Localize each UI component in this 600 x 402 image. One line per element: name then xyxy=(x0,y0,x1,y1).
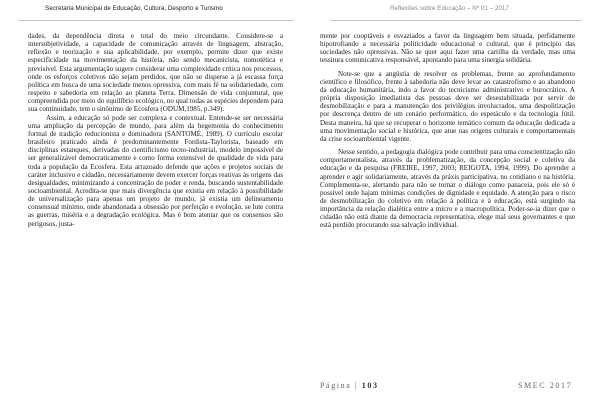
page-label: Página | xyxy=(320,381,359,390)
header-rule-right xyxy=(330,20,582,21)
paragraph: Nesse sentido, a pedagogia dialógica pode contribuir para uma conscientização não comportamentalista, através da problematização, da concepção social e coletiva da educação e da pesquisa (FREIRE, 1997, 2003; REIGOTA, 1994, 1999). Do aprender a aprender e agir solidariamente, através da práxis participativa, no cotidiano e na história. Complementa-se, alertando para não se tornar o diálogo como panaceia, pois ele só é possível onde hajam mínimas condições de dignidade e equidade. A atenção para o risco de desmobilização do coletivo em relação à política e à educação, está surgindo na importância da relação dialética entre a micro e a macropolítica. Poder-se-ia dizer que o cidadão não está diante da democracia representativa, elege mal seus governantes e que está perdido procurando sua salvação individual. xyxy=(320,148,575,230)
publisher-footer: SMEC 2017 xyxy=(518,381,573,390)
paragraph: dades, da dependência direta e total do meio circundante. Considere-se a intersubjetividade, a capacidade de comunicação através de linguagem, abstração, reflexão e teorização e sua aplicabilidade, por exemplo, permite dizer que existe especificidade na movimentação da história, não sendo mecanicista, nomotética e previsível. Esta argumentação sugere considerar uma complexidade crítica nos processos, onde os esforços coletivos não sejam perdidos, que não se disperse a já escassa força política em busca de uma sociedade menos opressiva, com mais fé na solidariedade, com respeito e sabedoria em relação ao planeta Terra. Dimensão de vida conjuntural, que compreendida por meio do equilíbrio ecológico, no qual todas as espécies dependem para sua continuidade, tem o sinônimo de Ecosfera (ODUM,1985, p.349). xyxy=(28,32,283,114)
left-column xyxy=(28,32,283,228)
page-number-footer xyxy=(320,380,379,392)
paragraph: Note-se que a angústia de resolver os problemas, frente ao aprofundamento científico e filosófico, frente à sabedoria não deve levar ao catastrofismo e ao abandono da educação humanitária, indo a favor do tecnicismo administrativo e burocrático. A própria disposição imediatista das pessoas deve ser desestabilizada por servir de desmobilização e para a manutenção dos privilégios involucrados, uma despolitização por descrença dentro de um cenário performático, do espetáculo e da tecnologia fútil. Desta maneira, há que se recuperar o horizonte temático comum da educação dedicada a uma movimentação social e histórica, que atue nas origens culturais e comportamentais da crise socioambiental vigente. xyxy=(320,69,575,143)
header-rule-left xyxy=(18,20,294,21)
right-column xyxy=(320,32,575,230)
page-number: 103 xyxy=(361,381,379,390)
running-header-left: Secretaria Municipal de Educação, Cultura, Desporto e Turismo xyxy=(45,5,223,12)
running-header-right: Reflexões sobre Educação – Nº 01 – 2017 xyxy=(390,5,509,12)
paragraph: mente por cooptáveis e esvaziados a favor da linguagem bem situada, perfidamente hipotrofiando a necessária politicidade educacional e cultural, que é princípio das sociedades não opressivas. Não se quer aqui fazer uma cartilha da verdade, mas uma tessitura comunicativa responsável, apontando para uma sinergia solidária. xyxy=(320,32,575,65)
paragraph: Assim, a educação só pode ser complexa e contextual. Entende-se ser necessária uma ampliação da percepção de mundo, para além da hegemonia do conhecimento formal de tradição reducionista e dominadora (SANTOMÉ, 1989). O currículo escolar brasileiro praticado ainda é predominantemente Fordista-Taylorista, baseado em disciplinas estanques, derivadas do cientificismo tecno-industrial, modelo impossível de ser generalizável democraticamente e como forma extensível de qualidade de vida para toda a população da Ecosfera. Esta arrazoado defende que ações e projetos sociais de caráter inclusivo e cidadão, necessariamente devem exercer forças reativas às origens das desigualdades, minimizando a concentração de poder e renda, buscando sustentabilidade socioambiental. Acredita-se que mais divergência que existia em relação à possibilidade de universalização para apenas um projeto de mundo, já existia um delineamento consensual mínimo, onde abandonada a obsessão por perfeição e evolução, se lute contra as guerras, miséria e a degradação ecológica. Mas é bom atentar que os consensos são perigosos, justa- xyxy=(28,113,283,228)
